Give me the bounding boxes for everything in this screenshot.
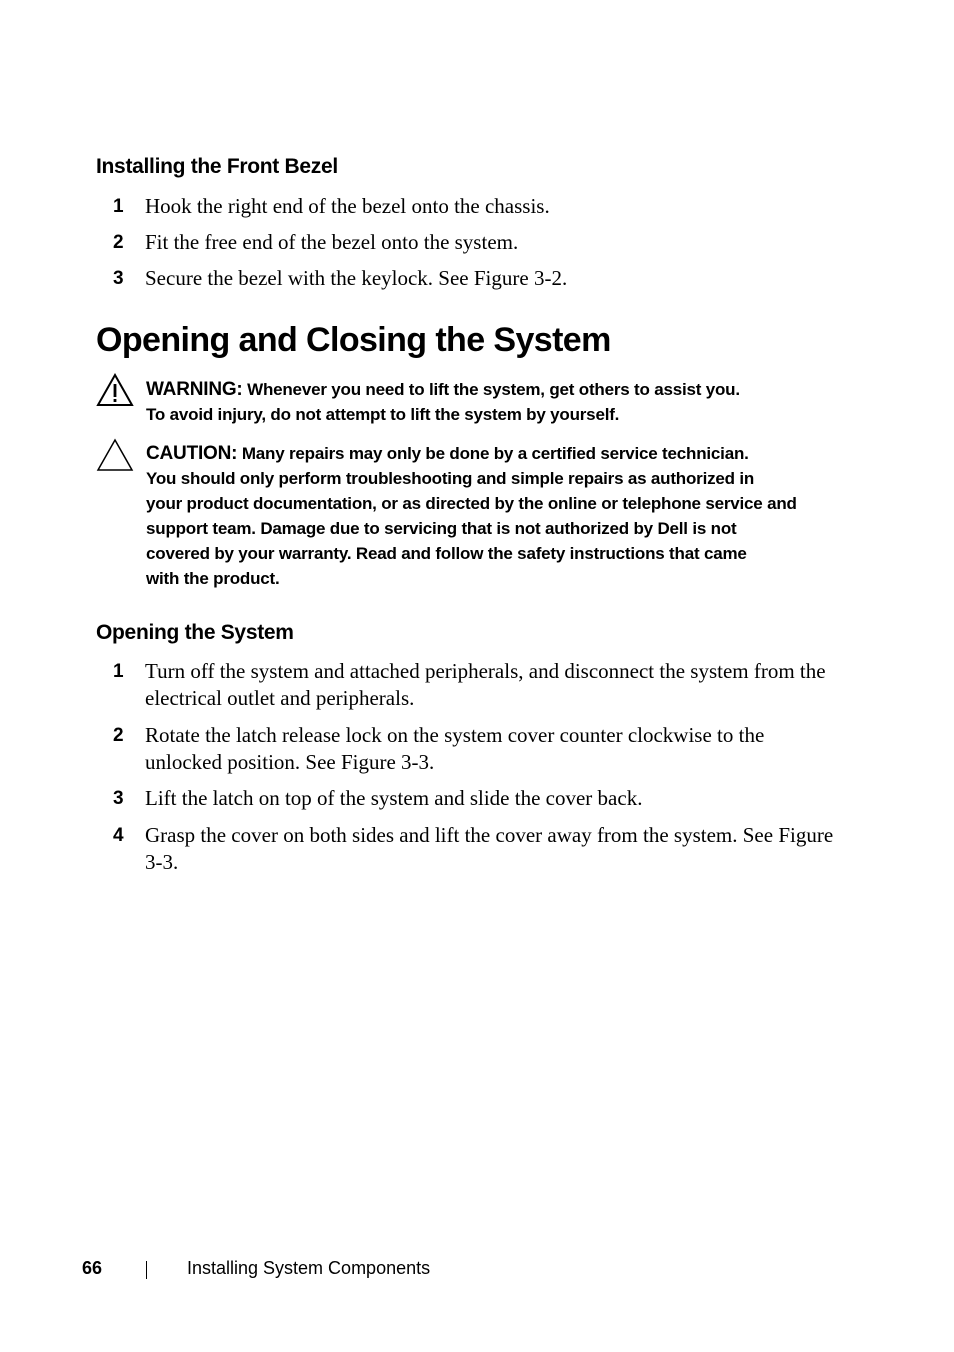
caution-text: support team. Damage due to servicing that is not authorized by Dell is not: [146, 519, 737, 538]
caution-triangle-icon: [96, 438, 134, 477]
caution-text: covered by your warranty. Read and follow the safety instructions that came: [146, 544, 747, 563]
step-number: 4: [113, 825, 124, 846]
page-number: 66: [82, 1258, 103, 1278]
warning-text: To avoid injury, do not attempt to lift the system by yourself.: [146, 405, 620, 424]
footer-divider: [146, 1261, 147, 1279]
caution-text: You should only perform troubleshooting and simple repairs as authorized in: [146, 469, 755, 488]
caution-text: your product documentation, or as directed by the online or telephone service and: [146, 494, 797, 513]
step-text: Fit the free end of the bezel onto the system.: [145, 230, 519, 254]
warning-text: Whenever you need to lift the system, get others to assist you.: [247, 380, 740, 399]
step-text: Lift the latch on top of the system and slide the cover back.: [145, 786, 643, 810]
step-text: Grasp the cover on both sides and lift the cover away from the system. See Figure 3-3.: [145, 823, 834, 874]
caution-notice: [146, 441, 846, 591]
section-title-installing-front-bezel: Installing the Front Bezel: [96, 155, 338, 178]
caution-text: Many repairs may only be done by a certified service technician.: [241, 444, 749, 463]
footer-chapter-title: Installing System Components: [187, 1258, 431, 1278]
step-number: 1: [113, 661, 124, 682]
section-title-opening-system: Opening the System: [96, 621, 294, 644]
warning-notice: [146, 377, 846, 427]
step-number: 1: [113, 196, 124, 217]
warning-label: WARNING:: [146, 379, 243, 400]
caution-text: with the product.: [146, 569, 280, 588]
step-number: 3: [113, 788, 124, 809]
step-text: Secure the bezel with the keylock. See Figure 3-2.: [145, 266, 568, 290]
step-text: Turn off the system and attached peripherals, and disconnect the system from the electrical outlet and peripherals.: [145, 659, 826, 710]
step-number: 3: [113, 268, 124, 289]
step-number: 2: [113, 725, 124, 746]
caution-label: CAUTION:: [146, 443, 238, 464]
step-number: 2: [113, 232, 124, 253]
step-text: Hook the right end of the bezel onto the chassis.: [145, 194, 550, 218]
warning-triangle-icon: [96, 373, 134, 412]
page-title: Opening and Closing the System: [96, 321, 611, 359]
step-text: Rotate the latch release lock on the system cover counter clockwise to the unlocked position. See Figure 3-3.: [145, 723, 765, 774]
